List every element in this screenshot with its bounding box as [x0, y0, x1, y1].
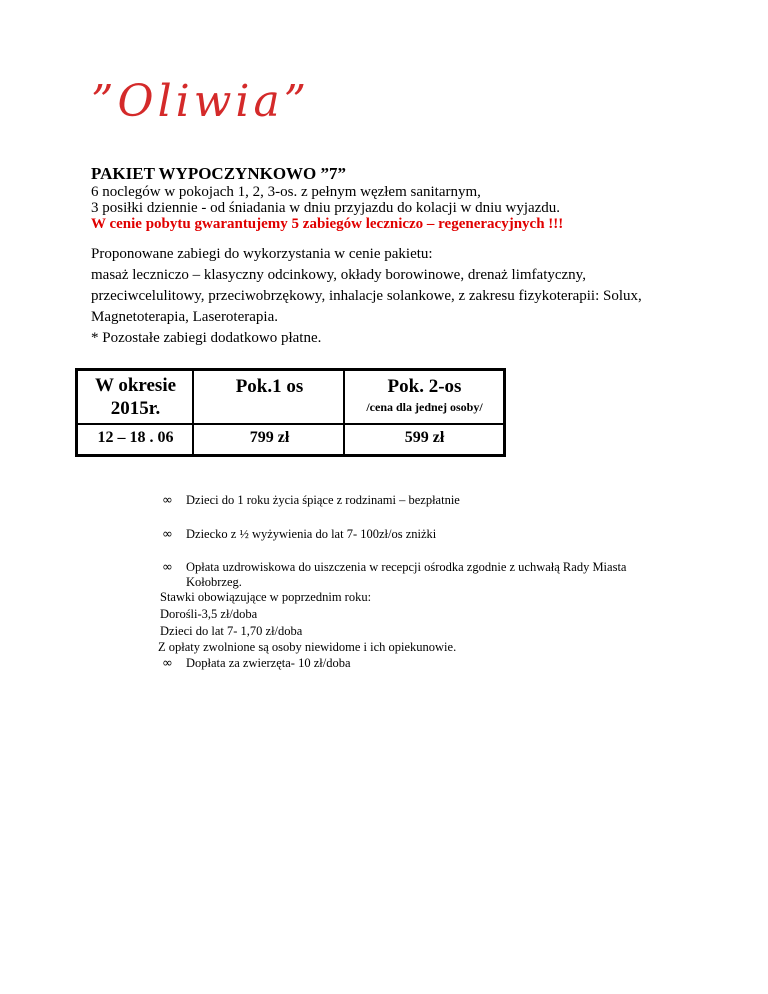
row-dates: 12 – 18 . 06 [97, 429, 174, 446]
price-table [75, 368, 506, 457]
note-spa-fee-line2: Kołobrzeg. [186, 575, 242, 589]
exempt-note: Z opłaty zwolnione są osoby niewidome i ich opiekunowie. [158, 640, 457, 654]
proc-line-1: Proponowane zabiegi do wykorzystania w cenie pakietu: [91, 246, 433, 262]
note-spa-fee-line1: Opłata uzdrowiskowa do uiszczenia w recepcji ośrodka zgodnie z uchwałą Rady Miasta [186, 560, 627, 574]
package-description [91, 184, 711, 232]
proc-line-4: Magnetoterapia, Laseroterapia. [91, 309, 278, 325]
infinity-bullet-icon: ∞ [162, 656, 173, 671]
note-pets-fee: Dopłata za zwierzęta- 10 zł/doba [186, 656, 351, 670]
desc-line-accommodation: 6 noclegów w pokojach 1, 2, 3-os. z pełnym węzłem sanitarnym, [91, 184, 481, 200]
table-divider [78, 423, 503, 425]
rate-adults: Dorośli-3,5 zł/doba [160, 607, 258, 621]
desc-highlight-treatments: W cenie pobytu gwarantujemy 5 zabiegów leczniczo – regeneracyjnych !!! [91, 216, 564, 232]
infinity-bullet-icon: ∞ [162, 527, 173, 542]
header-period-line2: 2015r. [110, 398, 161, 419]
row-price-pok2: 599 zł [404, 429, 445, 446]
proc-line-2: masaż leczniczo – klasyczny odcinkowy, okłady borowinowe, drenaż limfatyczny, [91, 267, 586, 283]
proposed-treatments [91, 244, 711, 349]
infinity-bullet-icon: ∞ [162, 560, 173, 575]
header-pok2: Pok. 2-os [387, 376, 462, 397]
header-period [78, 374, 193, 420]
package-title: PAKIET WYPOCZYNKOWO ”7” [91, 164, 347, 183]
infinity-bullet-icon: ∞ [162, 493, 173, 508]
proc-line-3: przeciwcelulitowy, przeciwobrzękowy, inhalacje solankowe, z zakresu fizykoterapii: Solux, [91, 288, 642, 304]
desc-line-meals: 3 posiłki dziennie - od śniadania w dniu przyjazdu do kolacji w dniu wyjazdu. [91, 200, 561, 216]
header-pok2-subtitle: /cena dla jednej osoby/ [366, 400, 483, 414]
header-period-line1: W okresie [94, 375, 177, 396]
header-pok1: Pok.1 os [235, 376, 304, 397]
proc-line-5: * Pozostałe zabiegi dodatkowo płatne. [91, 330, 322, 346]
row-price-pok1: 799 zł [249, 429, 290, 446]
note-child-half-board: Dziecko z ½ wyżywienia do lat 7- 100zł/os zniżki [186, 527, 437, 541]
logo-oliwia: ”Oliwia” [91, 76, 311, 127]
rate-children: Dzieci do lat 7- 1,70 zł/doba [160, 624, 303, 638]
note-children-under-1: Dzieci do 1 roku życia śpiące z rodzinami – bezpłatnie [186, 493, 460, 507]
rates-heading: Stawki obowiązujące w poprzednim roku: [160, 590, 372, 604]
